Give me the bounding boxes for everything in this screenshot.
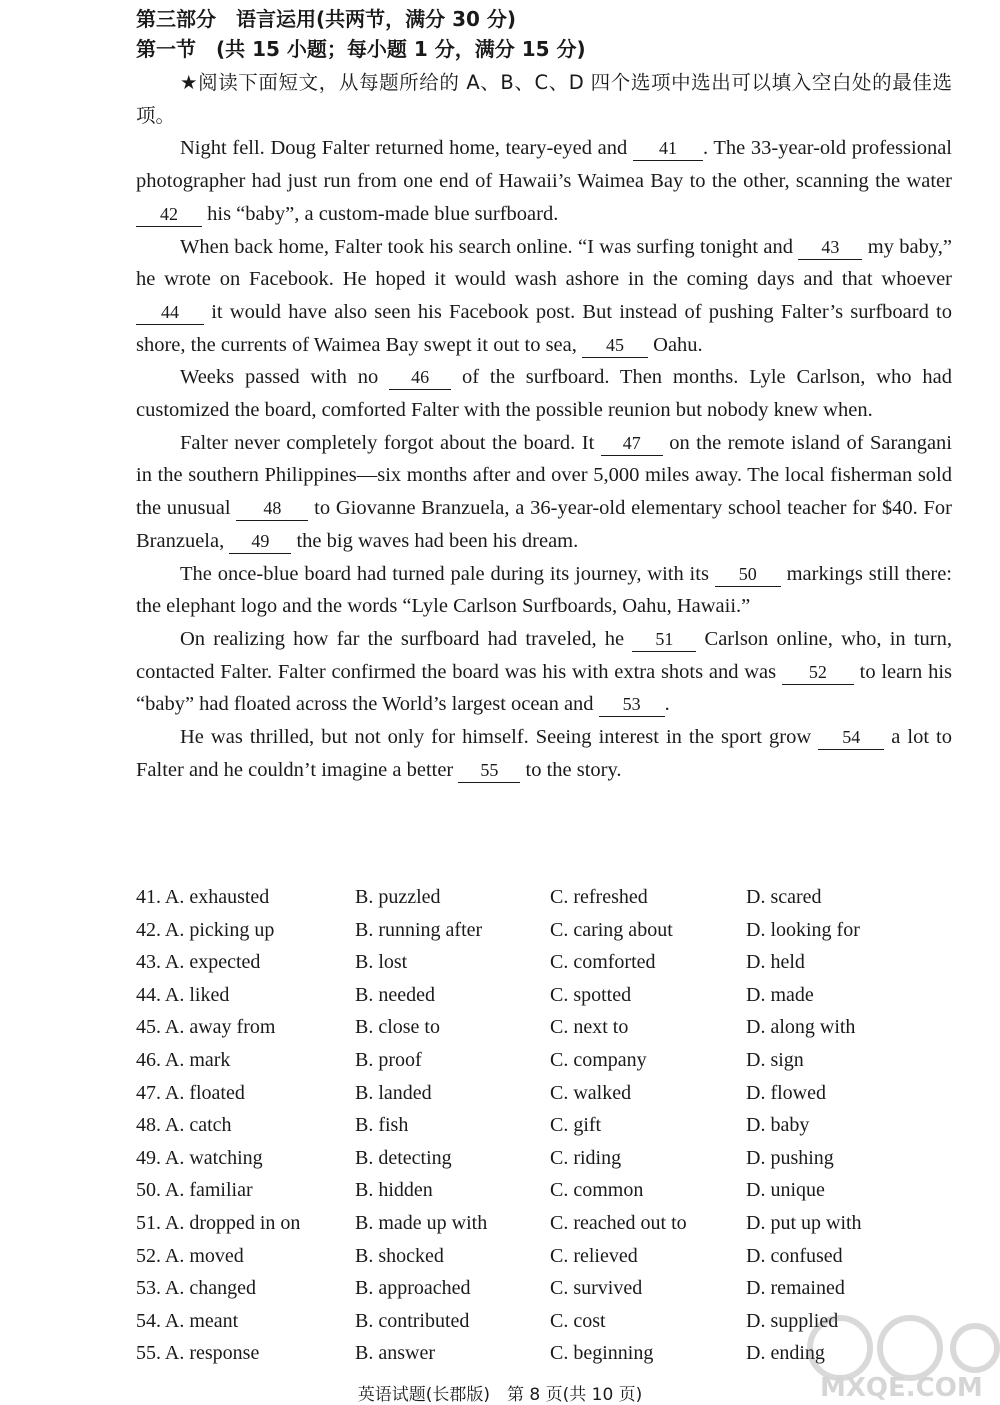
option-a: 52. A. moved — [136, 1244, 244, 1267]
option-c: C. cost — [550, 1309, 606, 1332]
option-a: 47. A. floated — [136, 1081, 245, 1104]
paragraph-1: Night fell. Doug Falter returned home, teary-eyed and 41 . The 33-year-old professional photographer had just run from one end of Hawaii’s Waimea Bay to the other, scanning the water 42 his “baby”, a custom-made blue surfboard. — [136, 137, 952, 225]
option-d: D. confused — [746, 1244, 843, 1267]
option-d: D. supplied — [746, 1309, 839, 1332]
option-c: C. survived — [550, 1277, 643, 1300]
option-a: 45. A. away from — [136, 1016, 276, 1039]
question-row — [136, 914, 956, 947]
option-b: B. hidden — [355, 1179, 433, 1202]
blank-52: 52 — [782, 660, 854, 685]
option-b: B. puzzled — [355, 886, 441, 908]
option-b: B. running after — [355, 918, 483, 941]
option-d: D. looking for — [746, 918, 860, 941]
option-b: B. approached — [355, 1277, 471, 1300]
option-a: 44. A. liked — [136, 983, 230, 1006]
option-b: B. made up with — [355, 1211, 488, 1234]
option-a: 42. A. picking up — [136, 918, 275, 941]
option-d: D. held — [746, 951, 805, 974]
instruction: ★阅读下面短文，从每题所给的 A、B、C、D 四个选项中选出可以填入空白处的最佳选项。 — [136, 71, 952, 127]
option-d: D. made — [746, 983, 814, 1006]
question-row — [136, 1240, 956, 1273]
option-d: D. unique — [746, 1179, 825, 1202]
option-b: B. contributed — [355, 1309, 470, 1332]
question-row — [136, 979, 956, 1012]
question-row — [136, 1109, 956, 1142]
option-a: 46. A. mark — [136, 1048, 231, 1071]
page-footer: 英语试题(长郡版) 第 8 页(共 10 页) — [357, 1385, 643, 1405]
option-d: D. ending — [746, 1342, 825, 1365]
option-a: 49. A. watching — [136, 1146, 263, 1169]
option-d: D. sign — [746, 1048, 804, 1071]
question-row — [136, 881, 956, 914]
passage — [136, 67, 952, 786]
blank-50: 50 — [715, 562, 781, 587]
option-c: C. reached out to — [550, 1211, 687, 1234]
option-a: 54. A. meant — [136, 1309, 239, 1332]
option-a: 55. A. response — [136, 1342, 260, 1365]
paragraph-4: Falter never completely forgot about the board. It 47 on the remote island of Sarangani in the southern Philippines—six months after and over 5,000 miles away. The local fisherman sold the unusual 48 to Giovanne Branzuela, a 36-year-old elementary school teacher for $40. For Branzuela, 49 the big waves had been his dream. — [136, 431, 952, 552]
blank-49: 49 — [229, 529, 291, 554]
question-row — [136, 1272, 956, 1305]
option-b: B. proof — [355, 1048, 422, 1071]
option-d: D. pushing — [746, 1146, 834, 1169]
option-c: C. spotted — [550, 983, 632, 1006]
subsection-title: 第一节 (共 15 小题；每小题 1 分，满分 15 分) — [136, 37, 586, 61]
blank-51: 51 — [632, 627, 696, 652]
option-a: 53. A. changed — [136, 1277, 256, 1300]
option-b: B. close to — [355, 1016, 440, 1039]
option-c: C. gift — [550, 1114, 602, 1137]
option-b: B. needed — [355, 983, 435, 1006]
option-b: B. shocked — [355, 1244, 444, 1267]
option-c: C. comforted — [550, 951, 656, 974]
option-c: C. relieved — [550, 1244, 638, 1267]
paragraph-6: On realizing how far the surfboard had traveled, he 51 Carlson online, who, in turn, contacted Falter. Falter confirmed the board was his with extra shots and was 52 to learn his “baby” had floated across the World’s largest ocean and 53 . — [136, 627, 952, 716]
watermark-logo — [800, 1308, 1000, 1403]
option-c: C. walked — [550, 1081, 632, 1104]
option-c: C. beginning — [550, 1342, 654, 1365]
option-b: B. landed — [355, 1081, 432, 1104]
option-b: B. fish — [355, 1114, 409, 1137]
option-c: C. refreshed — [550, 886, 648, 908]
option-d: D. scared — [746, 886, 822, 908]
blank-54: 54 — [818, 725, 884, 750]
paragraph-7: He was thrilled, but not only for himself. Seeing interest in the sport grow 54 a lot to Falter and he couldn’t imagine a better 55 to the story. — [136, 726, 952, 781]
options-list — [136, 881, 956, 1370]
blank-43: 43 — [798, 235, 862, 260]
option-d: D. put up with — [746, 1211, 862, 1234]
option-c: C. caring about — [550, 918, 673, 941]
blank-47: 47 — [601, 431, 663, 456]
blank-42: 42 — [136, 202, 202, 227]
blank-46: 46 — [389, 365, 451, 390]
question-row — [136, 946, 956, 979]
option-c: C. common — [550, 1179, 644, 1202]
option-c: C. riding — [550, 1146, 622, 1169]
option-d: D. flowed — [746, 1081, 826, 1104]
option-d: D. remained — [746, 1277, 845, 1300]
option-a: 43. A. expected — [136, 951, 261, 974]
blank-48: 48 — [236, 496, 308, 521]
option-c: C. company — [550, 1048, 647, 1071]
question-row — [136, 1077, 956, 1110]
paragraph-5: The once-blue board had turned pale during its journey, with its 50 markings still there: the elephant logo and the words “Lyle Carlson Surfboards, Oahu, Hawaii.” — [136, 562, 952, 618]
option-c: C. next to — [550, 1016, 629, 1039]
option-a: 48. A. catch — [136, 1114, 232, 1137]
blank-44: 44 — [136, 300, 204, 325]
question-row — [136, 1011, 956, 1044]
blank-53: 53 — [599, 692, 665, 717]
paragraph-2: When back home, Falter took his search online. “I was surfing tonight and 43 my baby,” he wrote on Facebook. He hoped it would wash ashore in the coming days and that whoever 44 it would have also seen his Facebook post. But instead of pushing Falter’s surfboard to shore, the currents of Waimea Bay swept it out to sea, 45 Oahu. — [136, 235, 952, 356]
question-row — [136, 1044, 956, 1077]
question-row — [136, 1174, 956, 1207]
blank-41: 41 — [633, 136, 703, 161]
option-d: D. along with — [746, 1016, 856, 1039]
section-title: 第三部分 语言运用(共两节，满分 30 分) — [136, 7, 517, 31]
question-row — [136, 1142, 956, 1175]
option-b: B. detecting — [355, 1146, 452, 1169]
option-b: B. answer — [355, 1342, 435, 1365]
question-row — [136, 1207, 956, 1240]
blank-55: 55 — [458, 758, 520, 783]
option-b: B. lost — [355, 951, 408, 974]
watermark-text: MXQE.COM — [820, 1373, 983, 1403]
option-a: 41. A. exhausted — [136, 886, 270, 908]
paragraph-3: Weeks passed with no 46 of the surfboard. Then months. Lyle Carlson, who had customized the board, comforted Falter with the possible reunion but nobody knew when. — [136, 366, 952, 422]
blank-45: 45 — [582, 333, 648, 358]
option-d: D. baby — [746, 1114, 810, 1137]
option-a: 50. A. familiar — [136, 1179, 253, 1202]
option-a: 51. A. dropped in on — [136, 1211, 301, 1234]
